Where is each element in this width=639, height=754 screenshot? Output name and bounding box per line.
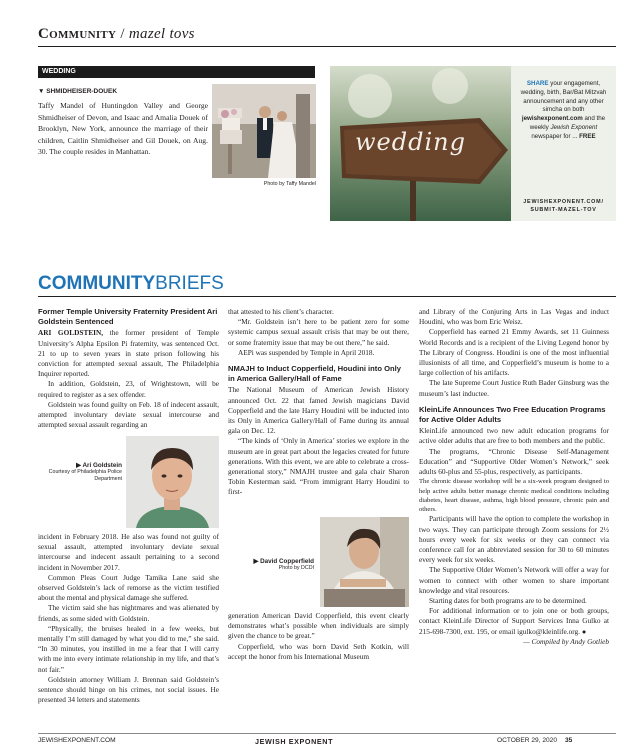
ad-paper: Jewish Exponent xyxy=(550,123,598,131)
wedding-photo-credit: Photo by Taffy Mandel xyxy=(263,181,316,187)
story-kleinlife-p4: Participants will have the option to complete the workshop in two ways. They can participate through Zoom sessions for 2½ hours every week for six weeks or they can connect via conference call for an abbreviated session for 30 to 60 minutes every week for six weeks. xyxy=(419,514,609,565)
story-goldstein-p5: The victim said she has nightmares and was alienated by friends, as some sided with Goldstein. xyxy=(38,603,219,623)
story-kleinlife-p3: The chronic disease workshop will be a six-week program designed to help active adults better manage chronic medical conditions including diabetes, heart disease, asthma, high blood pressure, chronic pain and others. xyxy=(419,478,609,514)
column-3 xyxy=(419,307,609,647)
david-copperfield-photo xyxy=(320,517,409,607)
story-goldstein-p4: Common Pleas Court Judge Tamika Lane said she observed Goldstein’s lack of remorse as the victim testified about the mental and physical damage she suffered. xyxy=(38,572,219,603)
wedding-photo xyxy=(212,84,316,178)
header-rule xyxy=(38,46,616,47)
footer-paper-name: JEWISH EXPONENT xyxy=(255,737,334,746)
copperfield-caption-credit: Photo by DCDI xyxy=(278,565,314,571)
ari-caption xyxy=(38,462,122,483)
story-goldstein-p1-text: the former president of Temple University’s Alpha Epsilon Pi fraternity, was sentenced Oct. 21 to up to seven years in state prison following his conviction for attempted sexual assault, The Philadelphia Inquirer reported. xyxy=(38,328,219,379)
copperfield-caption-name: ▶ David Copperfield xyxy=(253,558,314,565)
ad-sign-word: wedding xyxy=(355,128,466,156)
copperfield-portrait-image xyxy=(320,517,409,607)
ari-portrait-image xyxy=(126,436,219,528)
story-kleinlife-p2: The programs, “Chronic Disease Self-Management Education” and “Supportive Older Women’s Network,” seek adults 60-plus and 55-plus, respectively, as participants. xyxy=(419,446,609,477)
story-kleinlife-p1: KleinLife announced two new adult education programs for active older adults that are free to both members and the public. xyxy=(419,426,609,446)
section-name: Community xyxy=(38,26,117,42)
compiled-by: — Compiled by Andy Gotlieb xyxy=(523,636,609,646)
story-kleinlife-headline: KleinLife Announces Two Free Education Programs for Active Older Adults xyxy=(419,404,606,425)
story-nmajh-p3: generation American David Copperfield, this event clearly demonstrates what’s possible when individuals are simply given the chance to be great.” xyxy=(228,611,409,641)
story-nmajh-p2: “The kinds of ‘Only in America’ stories we explore in the museum are in great part about the legacies created for future generations. With this event, we are able to celebrate a cross-generational story,” NMAJH trustee and gala chair Sharon Tobin Kesterman said. “From immigrant Harry Houdini to first- xyxy=(228,436,409,497)
story-nmajh-p1: The National Museum of American Jewish History announced Oct. 22 that famed Jewish magicians David Copperfield and the late Harry Houdini will be inducted into its Only in America Gallery/Hall of Fame during its annual gala on Dec. 12. xyxy=(228,385,409,436)
ari-goldstein-photo xyxy=(126,436,219,528)
story-nmajh-p5: and Library of the Conjuring Arts in Las Vegas and induct Houdini, who was born Eric Weisz. xyxy=(419,307,609,327)
story-nmajh-p7: The late Supreme Court Justice Ruth Bader Ginsburg was the museum’s last inductee. xyxy=(419,378,609,398)
column-2-bottom xyxy=(228,611,409,662)
footer-website[interactable]: JEWISHEXPONENT.COM xyxy=(38,737,116,744)
column-2-top xyxy=(228,307,409,498)
story-kleinlife-p6: Starting dates for both programs are to be determined. xyxy=(429,596,587,606)
footer-date-page xyxy=(497,737,572,744)
footer-page-number: 35 xyxy=(564,737,573,744)
story-kleinlife-p5: The Supportive Older Women’s Network will offer a way for women to connect with other women to share important knowledge and vital resources. xyxy=(419,565,609,595)
footer-rule xyxy=(38,733,616,734)
story-kleinlife-p7: For additional information or to join one or both groups, contact KleinLife Director of Support Services Inna Gulko at 215-698-7300, ext. 195, or email igulko@kleinlife.org. ● xyxy=(419,606,609,636)
story-nmajh-headline: NMAJH to Induct Copperfield, Houdini into Only in America Gallery/Hall of Fame xyxy=(228,364,401,384)
story-goldstein-p9: “Mr. Goldstein isn’t here to be patient zero for some systemic campus sexual assault crisis that may be out there, or some fraternity issue that may be out there,” he said. xyxy=(228,317,409,347)
ad-share: SHARE xyxy=(526,80,549,87)
ad-text xyxy=(514,80,613,142)
ad-url[interactable]: JEWISHEXPONENT.COM/ SUBMIT-MAZEL-TOV xyxy=(523,199,604,214)
story-nmajh-p4: Copperfield, who was born David Seth Kotkin, will accept the honor from his International Museum xyxy=(228,641,409,661)
story-goldstein-headline: Former Temple University Fraternity President Ari Goldstein Sentenced xyxy=(38,307,218,327)
ad-free: FREE xyxy=(579,132,596,140)
wedding-headline: ▼ SHMIDHEISER-DOUEK xyxy=(38,88,118,95)
ari-caption-credit: Courtesy of Philadelphia Police Department xyxy=(48,469,122,482)
story-goldstein-p7: Goldstein attorney William J. Brennan said Goldstein’s sentence should hinge on his crimes, not social issues. He presented 34 letters and statements xyxy=(38,674,219,705)
story-goldstein-p10: AEPi was suspended by Temple in April 2018. xyxy=(238,347,375,357)
ad-line1: your engagement, wedding, birth, Bar/Bat Mitzvah announcement and any other simcha on both xyxy=(520,80,607,114)
briefs-title xyxy=(38,273,224,295)
ad-line2: and the weekly xyxy=(529,115,606,131)
wedding-tag: WEDDING xyxy=(38,66,315,78)
copperfield-caption xyxy=(228,558,314,572)
briefs-title-light: BRIEFS xyxy=(155,273,224,294)
story-goldstein-lead: ARI GOLDSTEIN, xyxy=(38,328,104,338)
story-goldstein-p6: “Physically, the bruises healed in a few weeks, but mentally I’m still damaged by what you did to me,” she said. “In 30 minutes, you instilled in me a fear that I will carry with me into every intimate relationship in my life, and that’s not fair.” xyxy=(38,623,219,674)
story-goldstein-p8: that attested to his client’s character. xyxy=(228,307,334,316)
footer-date: OCTOBER 29, 2020 xyxy=(497,737,557,744)
story-goldstein-p1 xyxy=(38,328,219,379)
wedding-photo-image xyxy=(212,84,316,178)
story-goldstein-p3a: Goldstein was found guilty on Feb. 18 of indecent assault, attempted involuntary deviate sexual intercourse and attempted sexual assault regarding an xyxy=(38,399,219,430)
ad-site: jewishexponent.com xyxy=(521,115,583,123)
story-goldstein-bottom xyxy=(38,532,219,705)
wedding-body: Taffy Mandel of Huntingdon Valley and George Shmidheiser of Devon, and Isaac and Amalia Douek of Brooklyn, New York, announce the marriage of their children, Caitlin Shmidheiser and Gil Douek, on Aug. 30. The couple resides in Manhattan. xyxy=(38,101,208,157)
ad-line3: newspaper for ... xyxy=(531,132,578,140)
story-nmajh-p6: Copperfield has earned 21 Emmy Awards, set 11 Guinness World Records and is a recipient of the Living Legend honor by The Library of Congress. Houdini is one of the most influential illusionists of all time, and Copperfield’s museum is home to a large collection of his artifacts. xyxy=(419,327,609,378)
briefs-rule xyxy=(38,296,616,297)
briefs-title-bold: COMMUNITY xyxy=(38,273,156,294)
section-header: Community / mazel tovs xyxy=(38,26,195,42)
story-goldstein-p3b: incident in February 2018. He also was found not guilty of sexual assault, attempted involuntary deviate sexual intercourse and indecent assault pertaining to a second incident in November 2017. xyxy=(38,532,219,572)
subsection-name: mazel tovs xyxy=(128,26,195,42)
ari-caption-name: ▶ Ari Goldstein xyxy=(76,462,122,469)
story-goldstein-top xyxy=(38,307,219,430)
story-goldstein-p2: In addition, Goldstein, 23, of Wrightstown, will be required to register as a sex offender. xyxy=(38,379,219,399)
